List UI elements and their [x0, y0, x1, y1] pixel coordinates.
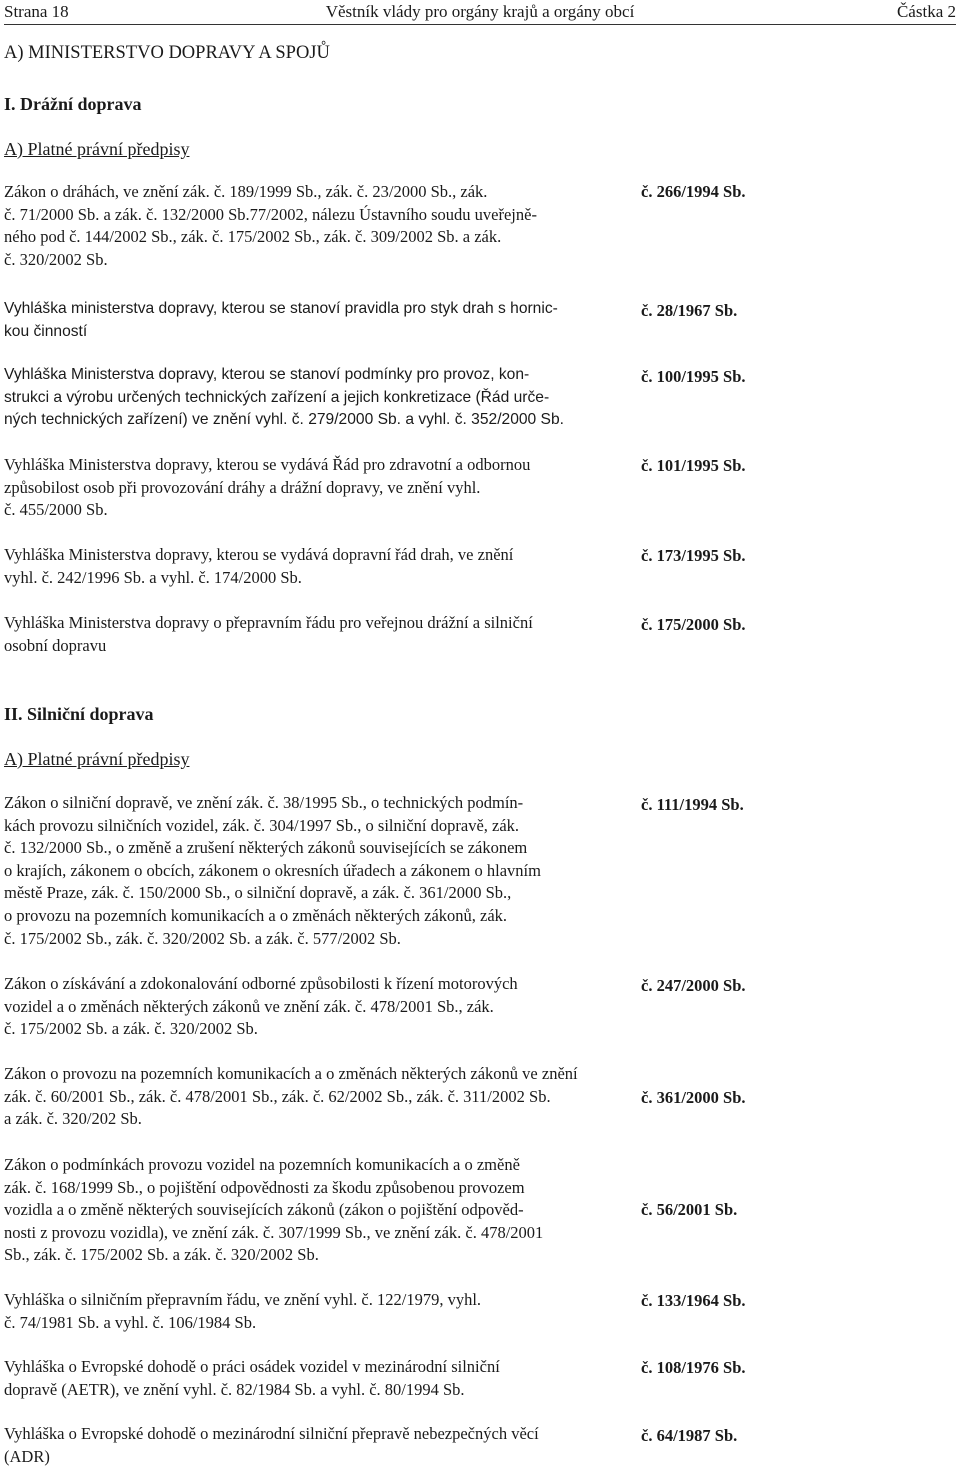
- entry-line: č. 71/2000 Sb. a zák. č. 132/2000 Sb.77/2002, nálezu Ústavního soudu uveřejně-: [4, 204, 537, 224]
- entry-line: Zákon o dráhách, ve znění zák. č. 189/1999 Sb., zák. č. 23/2000 Sb., zák.: [4, 182, 488, 201]
- entry-line: č. 455/2000 Sb.: [4, 500, 108, 520]
- entry-line: Zákon o podmínkách provozu vozidel na pozemních komunikacích a o změně: [4, 1155, 520, 1174]
- list-item: [4, 364, 612, 432]
- entry-line: Vyhláška Ministerstva dopravy o přepravním řádu pro veřejnou drážní a silniční: [4, 613, 533, 632]
- entry-line: č. 175/2002 Sb., zák. č. 320/2002 Sb. a zák. č. 577/2002 Sb.: [4, 928, 401, 948]
- list-item: [4, 1154, 612, 1267]
- entry-line: č. 74/1981 Sb. a vyhl. č. 106/1984 Sb.: [4, 1312, 257, 1332]
- list-item: [4, 544, 612, 589]
- entry-line: č. 175/2002 Sb. a zák. č. 320/2002 Sb.: [4, 1019, 258, 1039]
- ministry-heading: A) MINISTERSTVO DOPRAVY A SPOJŮ: [4, 43, 330, 63]
- entry-line: o provozu na pozemních komunikacích a o změnách některých zákonů, zák.: [4, 905, 508, 925]
- entry-line: Zákon o získávání a zdokonalování odborné způsobilosti k řízení motorových: [4, 974, 518, 993]
- entry-reference: č. 247/2000 Sb.: [641, 976, 746, 995]
- entry-reference: č. 361/2000 Sb.: [641, 1088, 746, 1107]
- entry-reference: č. 111/1994 Sb.: [641, 795, 744, 814]
- entry-line: strukci a výrobu určených technických zařízení a jejich konkretizace (Řád urče-: [4, 388, 550, 406]
- entry-line: dopravě (AETR), ve znění vyhl. č. 82/1984 Sb. a vyhl. č. 80/1994 Sb.: [4, 1379, 465, 1399]
- entry-line: Vyhláška ministerstva dopravy, kterou se stanoví pravidla pro styk drah s hornic-: [4, 300, 558, 317]
- entry-line: č. 132/2000 Sb., o změně a zrušení některých zákonů souvisejících se zákonem: [4, 838, 528, 858]
- entry-line: o krajích, zákonem o obcích, zákonem o okresních úřadech a zákonem o hlavním: [4, 860, 541, 880]
- entry-reference: č. 108/1976 Sb.: [641, 1358, 746, 1377]
- section-subtitle-rail: A) Platné právní předpisy: [4, 139, 190, 159]
- list-item: [4, 973, 612, 1041]
- entry-line: Vyhláška o Evropské dohodě o mezinárodní silniční přepravě nebezpečných věcí: [4, 1424, 539, 1443]
- list-item: [4, 181, 612, 271]
- issue-number: Částka 2: [896, 2, 956, 21]
- list-item: [4, 1356, 612, 1401]
- entry-line: Vyhláška o silničním přepravním řádu, ve znění vyhl. č. 122/1979, vyhl.: [4, 1290, 482, 1309]
- page-number: Strana 18: [4, 2, 69, 21]
- entry-line: způsobilost osob při provozování dráhy a drážní dopravy, ve znění vyhl.: [4, 477, 481, 497]
- entry-reference: č. 175/2000 Sb.: [641, 615, 746, 634]
- section-subtitle-road: A) Platné právní předpisy: [4, 749, 190, 769]
- section-title-road: II. Silniční doprava: [4, 704, 154, 724]
- list-item: [4, 612, 612, 657]
- entry-line: Vyhláška Ministerstva dopravy, kterou se vydává Řád pro zdravotní a odbornou: [4, 455, 531, 474]
- entry-line: ného pod č. 144/2002 Sb., zák. č. 175/2002 Sb., zák. č. 309/2002 Sb. a zák.: [4, 227, 502, 247]
- entry-line: ných technických zařízení) ve znění vyhl. č. 279/2000 Sb. a vyhl. č. 352/2000 Sb.: [4, 411, 564, 429]
- list-item: [4, 1423, 612, 1468]
- entry-line: Sb., zák. č. 175/2002 Sb. a zák. č. 320/2002 Sb.: [4, 1245, 319, 1265]
- entry-reference: č. 173/1995 Sb.: [641, 546, 746, 565]
- entry-line: vyhl. č. 242/1996 Sb. a vyhl. č. 174/2000 Sb.: [4, 567, 302, 587]
- entry-line: vozidla a o změně některých souvisejících zákonů (zákon o pojištění odpověd-: [4, 1200, 524, 1220]
- entry-line: č. 320/2002 Sb.: [4, 249, 108, 269]
- entry-line: Vyhláška Ministerstva dopravy, kterou se vydává dopravní řád drah, ve znění: [4, 545, 514, 564]
- list-item: [4, 454, 612, 522]
- entry-line: městě Praze, zák. č. 150/2000 Sb., o silniční dopravě, a zák. č. 361/2000 Sb.,: [4, 883, 512, 903]
- entry-line: Zákon o provozu na pozemních komunikacích a o změnách některých zákonů ve znění: [4, 1064, 578, 1083]
- entry-line: nosti z provozu vozidla), ve znění zák. č. 307/1999 Sb., ve znění zák. č. 478/2001: [4, 1222, 544, 1242]
- list-item: [4, 1063, 612, 1131]
- list-item: [4, 1289, 612, 1334]
- entry-line: a zák. č. 320/202 Sb.: [4, 1109, 142, 1129]
- publication-title: Věstník vlády pro orgány krajů a orgány obcí: [325, 2, 635, 21]
- entry-reference: č. 133/1964 Sb.: [641, 1291, 746, 1310]
- entry-line: osobní dopravu: [4, 635, 107, 655]
- entry-line: Vyhláška o Evropské dohodě o práci osádek vozidel v mezinárodní silniční: [4, 1357, 500, 1376]
- section-title-rail: I. Drážní doprava: [4, 94, 142, 114]
- list-item: [4, 792, 612, 950]
- entry-reference: č. 28/1967 Sb.: [641, 301, 738, 320]
- page-header: [4, 0, 956, 25]
- entry-reference: č. 266/1994 Sb.: [641, 182, 746, 201]
- entry-line: (ADR): [4, 1446, 50, 1466]
- entry-line: Zákon o silniční dopravě, ve znění zák. č. 38/1995 Sb., o technických podmín-: [4, 793, 524, 812]
- entry-line: kou činností: [4, 322, 88, 340]
- entry-line: vozidel a o změnách některých zákonů ve znění zák. č. 478/2001 Sb., zák.: [4, 996, 494, 1016]
- entry-reference: č. 100/1995 Sb.: [641, 367, 746, 386]
- list-item: [4, 298, 612, 343]
- entry-line: Vyhláška Ministerstva dopravy, kterou se stanoví podmínky pro provoz, kon-: [4, 366, 530, 383]
- entry-reference: č. 101/1995 Sb.: [641, 456, 746, 475]
- entry-line: kách provozu silničních vozidel, zák. č. 304/1997 Sb., o silniční dopravě, zák.: [4, 815, 520, 835]
- entry-line: zák. č. 60/2001 Sb., zák. č. 478/2001 Sb., zák. č. 62/2002 Sb., zák. č. 311/2002 Sb.: [4, 1086, 551, 1106]
- entry-reference: č. 64/1987 Sb.: [641, 1426, 738, 1445]
- entry-line: zák. č. 168/1999 Sb., o pojištění odpovědnosti za škodu způsobenou provozem: [4, 1177, 525, 1197]
- entry-reference: č. 56/2001 Sb.: [641, 1200, 738, 1219]
